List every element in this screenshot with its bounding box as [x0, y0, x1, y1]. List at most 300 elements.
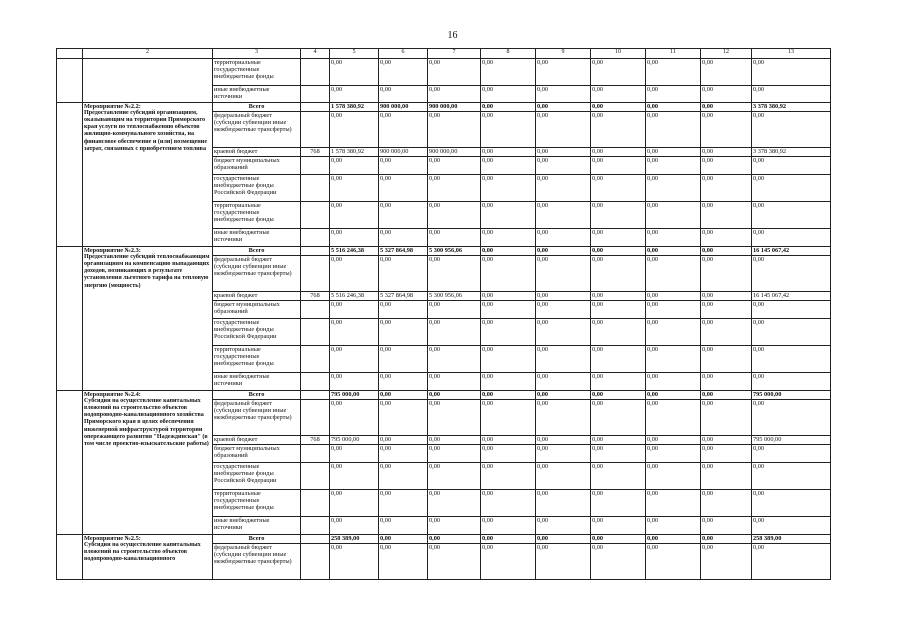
- amount-cell: 0,00: [481, 436, 536, 445]
- row-index-cell: [57, 535, 83, 580]
- admin-code-cell: [301, 400, 330, 436]
- amount-cell: 0,00: [481, 463, 536, 490]
- amount-cell: 0,00: [428, 445, 481, 463]
- measure-cell: [83, 247, 213, 391]
- amount-cell: 0,00: [646, 86, 701, 103]
- amount-cell: 0,00: [646, 490, 701, 517]
- amount-cell: 0,00: [752, 175, 831, 202]
- amount-cell: 0,00: [752, 202, 831, 229]
- amount-cell: 0,00: [591, 157, 646, 175]
- amount-cell: 0,00: [481, 301, 536, 319]
- amount-cell: 0,00: [701, 319, 752, 346]
- amount-cell: 5 300 956,06: [428, 247, 481, 256]
- amount-cell: 0,00: [330, 319, 379, 346]
- amount-cell: 0,00: [330, 301, 379, 319]
- amount-cell: 0,00: [536, 346, 591, 373]
- admin-code-cell: [301, 256, 330, 292]
- amount-cell: 0,00: [591, 391, 646, 400]
- funding-source-cell: Всего: [213, 535, 301, 544]
- amount-cell: 0,00: [330, 463, 379, 490]
- amount-cell: 0,00: [379, 463, 428, 490]
- amount-cell: 0,00: [481, 247, 536, 256]
- amount-cell: 0,00: [701, 202, 752, 229]
- amount-cell: 0,00: [428, 463, 481, 490]
- amount-cell: 0,00: [536, 202, 591, 229]
- funding-source-cell: бюджет муниципальных образований: [213, 157, 301, 175]
- amount-cell: 3 378 380,92: [752, 148, 831, 157]
- row-index-cell: [57, 391, 83, 535]
- amount-cell: 0,00: [379, 112, 428, 148]
- measure-description: Предоставление субсидий теплоснабжающим организациям на компенсацию выпадающих доходов, возникающих в результате установления льготного тарифа на тепловую энергию (мощность): [84, 254, 210, 289]
- amount-cell: 0,00: [379, 373, 428, 391]
- amount-cell: 0,00: [330, 400, 379, 436]
- funding-source-cell: государственные внебюджетные фонды Российской Федерации: [213, 175, 301, 202]
- amount-cell: 0,00: [591, 59, 646, 86]
- amount-cell: 0,00: [701, 445, 752, 463]
- amount-cell: 0,00: [536, 86, 591, 103]
- amount-cell: 0,00: [701, 247, 752, 256]
- amount-cell: 0,00: [752, 59, 831, 86]
- amount-cell: 0,00: [701, 463, 752, 490]
- column-number: 9: [536, 49, 591, 59]
- amount-cell: 0,00: [701, 103, 752, 112]
- amount-cell: 0,00: [536, 301, 591, 319]
- amount-cell: 0,00: [330, 112, 379, 148]
- amount-cell: 0,00: [536, 319, 591, 346]
- amount-cell: 900 000,00: [379, 103, 428, 112]
- admin-code-cell: [301, 229, 330, 247]
- column-number: 5: [330, 49, 379, 59]
- funding-source-cell: территориальные государственные внебюджетные фонды: [213, 346, 301, 373]
- amount-cell: 0,00: [481, 346, 536, 373]
- amount-cell: 0,00: [481, 86, 536, 103]
- amount-cell: 0,00: [536, 445, 591, 463]
- column-number: 4: [301, 49, 330, 59]
- amount-cell: 0,00: [379, 346, 428, 373]
- column-number: 11: [646, 49, 701, 59]
- amount-cell: 0,00: [379, 229, 428, 247]
- amount-cell: 0,00: [752, 112, 831, 148]
- amount-cell: 0,00: [536, 463, 591, 490]
- funding-source-cell: территориальные государственные внебюджетные фонды: [213, 202, 301, 229]
- amount-cell: 0,00: [752, 544, 831, 580]
- column-number: 6: [379, 49, 428, 59]
- amount-cell: 0,00: [379, 301, 428, 319]
- amount-cell: 0,00: [591, 463, 646, 490]
- admin-code-cell: [301, 301, 330, 319]
- page-number: 16: [447, 30, 458, 41]
- amount-cell: 0,00: [481, 175, 536, 202]
- row-index-cell: [57, 103, 83, 247]
- amount-cell: 0,00: [591, 292, 646, 301]
- amount-cell: 0,00: [646, 229, 701, 247]
- amount-cell: 0,00: [646, 436, 701, 445]
- amount-cell: 0,00: [701, 175, 752, 202]
- amount-cell: 0,00: [481, 202, 536, 229]
- amount-cell: 0,00: [428, 535, 481, 544]
- amount-cell: 0,00: [752, 490, 831, 517]
- amount-cell: 795 000,00: [330, 436, 379, 445]
- amount-cell: 0,00: [330, 86, 379, 103]
- amount-cell: 0,00: [536, 157, 591, 175]
- admin-code-cell: [301, 86, 330, 103]
- amount-cell: 0,00: [536, 112, 591, 148]
- amount-cell: 0,00: [481, 292, 536, 301]
- amount-cell: 0,00: [379, 544, 428, 580]
- funding-source-cell: Всего: [213, 247, 301, 256]
- admin-code-cell: [301, 391, 330, 400]
- amount-cell: 0,00: [428, 319, 481, 346]
- amount-cell: 0,00: [330, 373, 379, 391]
- measure-cell: [83, 535, 213, 580]
- amount-cell: 3 378 380,92: [752, 103, 831, 112]
- admin-code-cell: [301, 202, 330, 229]
- amount-cell: 0,00: [591, 229, 646, 247]
- admin-code-cell: [301, 157, 330, 175]
- amount-cell: 0,00: [646, 373, 701, 391]
- admin-code-cell: [301, 490, 330, 517]
- amount-cell: 795 000,00: [752, 391, 831, 400]
- amount-cell: 5 327 864,98: [379, 292, 428, 301]
- amount-cell: 900 000,00: [379, 148, 428, 157]
- funding-source-cell: государственные внебюджетные фонды Российской Федерации: [213, 463, 301, 490]
- amount-cell: 0,00: [536, 535, 591, 544]
- amount-cell: 0,00: [379, 175, 428, 202]
- amount-cell: 0,00: [536, 292, 591, 301]
- amount-cell: 0,00: [330, 544, 379, 580]
- column-number-row: [57, 49, 831, 59]
- amount-cell: 0,00: [481, 400, 536, 436]
- amount-cell: 0,00: [481, 148, 536, 157]
- funding-source-cell: Всего: [213, 391, 301, 400]
- amount-cell: 0,00: [646, 463, 701, 490]
- amount-cell: 0,00: [481, 256, 536, 292]
- total-row: [57, 103, 831, 112]
- measure-title: [84, 59, 211, 66]
- admin-code-cell: [301, 463, 330, 490]
- amount-cell: 900 000,00: [428, 148, 481, 157]
- funding-source-cell: федеральный бюджет (субсидии субвенции иные межбюджетные трансферты): [213, 544, 301, 580]
- amount-cell: 0,00: [536, 256, 591, 292]
- amount-cell: 0,00: [701, 391, 752, 400]
- funding-source-cell: бюджет муниципальных образований: [213, 301, 301, 319]
- amount-cell: 0,00: [428, 490, 481, 517]
- amount-cell: 0,00: [591, 544, 646, 580]
- amount-cell: 0,00: [379, 157, 428, 175]
- amount-cell: 0,00: [536, 175, 591, 202]
- amount-cell: 0,00: [379, 319, 428, 346]
- measure-cell: [83, 391, 213, 535]
- amount-cell: 16 145 067,42: [752, 247, 831, 256]
- amount-cell: 0,00: [646, 391, 701, 400]
- amount-cell: 0,00: [428, 229, 481, 247]
- amount-cell: 0,00: [481, 517, 536, 535]
- amount-cell: 0,00: [330, 256, 379, 292]
- funding-source-cell: территориальные государственные внебюджетные фонды: [213, 490, 301, 517]
- funding-source-cell: иные внебюджетные источники: [213, 229, 301, 247]
- amount-cell: 5 300 956,06: [428, 292, 481, 301]
- amount-cell: 1 578 380,92: [330, 103, 379, 112]
- amount-cell: 0,00: [591, 148, 646, 157]
- amount-cell: 0,00: [330, 517, 379, 535]
- amount-cell: 0,00: [752, 86, 831, 103]
- amount-cell: 0,00: [536, 229, 591, 247]
- amount-cell: 0,00: [379, 202, 428, 229]
- measure-title: Мероприятие №2.3:: [84, 247, 141, 254]
- amount-cell: 0,00: [701, 544, 752, 580]
- amount-cell: 0,00: [536, 391, 591, 400]
- amount-cell: 0,00: [428, 301, 481, 319]
- amount-cell: 0,00: [646, 544, 701, 580]
- amount-cell: 0,00: [701, 490, 752, 517]
- amount-cell: 0,00: [752, 256, 831, 292]
- amount-cell: 0,00: [428, 346, 481, 373]
- amount-cell: 0,00: [752, 229, 831, 247]
- measure-description: Субсидии на осуществление капитальных вложений на строительство объектов водопроводно-канализационного: [84, 542, 201, 563]
- amount-cell: 0,00: [646, 157, 701, 175]
- amount-cell: 5 516 246,38: [330, 292, 379, 301]
- amount-cell: 0,00: [701, 59, 752, 86]
- total-row: [57, 535, 831, 544]
- amount-cell: 0,00: [428, 544, 481, 580]
- amount-cell: 0,00: [481, 59, 536, 86]
- amount-cell: 0,00: [330, 346, 379, 373]
- table-body: [57, 49, 831, 580]
- amount-cell: 0,00: [701, 436, 752, 445]
- funding-source-cell: федеральный бюджет (субсидии субвенции иные межбюджетные трансферты): [213, 400, 301, 436]
- funding-source-cell: государственные внебюджетные фонды Российской Федерации: [213, 319, 301, 346]
- funding-source-cell: иные внебюджетные источники: [213, 373, 301, 391]
- amount-cell: 0,00: [481, 319, 536, 346]
- admin-code-cell: [301, 346, 330, 373]
- amount-cell: 0,00: [330, 59, 379, 86]
- amount-cell: 0,00: [701, 535, 752, 544]
- funding-source-cell: краевой бюджет: [213, 148, 301, 157]
- amount-cell: 0,00: [428, 391, 481, 400]
- amount-cell: 0,00: [752, 445, 831, 463]
- admin-code-cell: 768: [301, 148, 330, 157]
- amount-cell: 5 327 864,98: [379, 247, 428, 256]
- amount-cell: 0,00: [481, 157, 536, 175]
- amount-cell: 0,00: [701, 400, 752, 436]
- funding-source-cell: территориальные государственные внебюджетные фонды: [213, 59, 301, 86]
- amount-cell: 0,00: [591, 400, 646, 436]
- amount-cell: 0,00: [701, 86, 752, 103]
- amount-cell: 0,00: [330, 229, 379, 247]
- amount-cell: 0,00: [752, 463, 831, 490]
- measure-cell: [83, 103, 213, 247]
- amount-cell: 0,00: [428, 256, 481, 292]
- amount-cell: 0,00: [379, 445, 428, 463]
- admin-code-cell: [301, 319, 330, 346]
- amount-cell: 0,00: [330, 490, 379, 517]
- measure-title: Мероприятие №2.2:: [84, 103, 141, 110]
- admin-code-cell: [301, 112, 330, 148]
- amount-cell: 0,00: [536, 400, 591, 436]
- amount-cell: 795 000,00: [752, 436, 831, 445]
- funding-source-cell: иные внебюджетные источники: [213, 86, 301, 103]
- amount-cell: 0,00: [646, 346, 701, 373]
- amount-cell: 0,00: [591, 103, 646, 112]
- amount-cell: 0,00: [701, 256, 752, 292]
- column-number: 10: [591, 49, 646, 59]
- amount-cell: 0,00: [379, 391, 428, 400]
- amount-cell: 0,00: [701, 148, 752, 157]
- admin-code-cell: [301, 517, 330, 535]
- amount-cell: 0,00: [591, 86, 646, 103]
- amount-cell: 0,00: [591, 490, 646, 517]
- amount-cell: 0,00: [752, 517, 831, 535]
- amount-cell: 0,00: [646, 247, 701, 256]
- amount-cell: 0,00: [379, 86, 428, 103]
- amount-cell: 16 145 067,42: [752, 292, 831, 301]
- amount-cell: 0,00: [536, 373, 591, 391]
- amount-cell: 0,00: [330, 445, 379, 463]
- amount-cell: 0,00: [752, 373, 831, 391]
- amount-cell: 0,00: [591, 256, 646, 292]
- amount-cell: 0,00: [428, 157, 481, 175]
- amount-cell: 0,00: [536, 103, 591, 112]
- amount-cell: 0,00: [428, 400, 481, 436]
- amount-cell: 0,00: [591, 301, 646, 319]
- amount-cell: 0,00: [536, 59, 591, 86]
- amount-cell: 0,00: [481, 391, 536, 400]
- amount-cell: 0,00: [536, 490, 591, 517]
- amount-cell: 0,00: [752, 301, 831, 319]
- column-number: 13: [752, 49, 831, 59]
- amount-cell: 0,00: [646, 256, 701, 292]
- amount-cell: 0,00: [701, 292, 752, 301]
- measure-description: Субсидии на осуществление капитальных вложений на строительство объектов водопроводно-канализационного хозяйства Приморского края в целях обеспечения инженерной инфраструктурой территории опережающего развития "Надеждинская" (в том числе проектно-изыскательские работы): [84, 398, 209, 447]
- amount-cell: 0,00: [591, 247, 646, 256]
- amount-cell: 0,00: [330, 202, 379, 229]
- admin-code-cell: 768: [301, 436, 330, 445]
- amount-cell: 0,00: [428, 373, 481, 391]
- amount-cell: 0,00: [428, 202, 481, 229]
- budget-table: [56, 48, 831, 580]
- measure-description: Предоставление субсидий организациям, оказывающим на территории Приморского края услуги по теплоснабжению объектов жилищно-коммунального хозяйства, на финансовое обеспечение и (или) возмещение затрат, связанных с приобретением топлива: [84, 110, 208, 152]
- amount-cell: 0,00: [646, 112, 701, 148]
- amount-cell: 0,00: [481, 112, 536, 148]
- admin-code-cell: [301, 535, 330, 544]
- amount-cell: 0,00: [481, 229, 536, 247]
- amount-cell: 0,00: [701, 112, 752, 148]
- amount-cell: 0,00: [701, 373, 752, 391]
- amount-cell: 0,00: [701, 346, 752, 373]
- amount-cell: 0,00: [752, 400, 831, 436]
- column-number: 8: [481, 49, 536, 59]
- table-row: [57, 59, 831, 86]
- amount-cell: 0,00: [646, 517, 701, 535]
- amount-cell: 0,00: [481, 544, 536, 580]
- amount-cell: 0,00: [646, 59, 701, 86]
- amount-cell: 0,00: [428, 175, 481, 202]
- amount-cell: 0,00: [591, 175, 646, 202]
- funding-source-cell: краевой бюджет: [213, 436, 301, 445]
- admin-code-cell: [301, 247, 330, 256]
- amount-cell: 0,00: [536, 247, 591, 256]
- column-number: 2: [83, 49, 213, 59]
- funding-source-cell: федеральный бюджет (субсидии субвенции иные межбюджетные трансферты): [213, 256, 301, 292]
- amount-cell: 0,00: [428, 59, 481, 86]
- amount-cell: 258 389,00: [752, 535, 831, 544]
- amount-cell: 0,00: [752, 346, 831, 373]
- amount-cell: 0,00: [591, 202, 646, 229]
- amount-cell: 0,00: [536, 148, 591, 157]
- amount-cell: 0,00: [428, 517, 481, 535]
- amount-cell: 0,00: [591, 319, 646, 346]
- amount-cell: 0,00: [379, 535, 428, 544]
- amount-cell: 0,00: [646, 319, 701, 346]
- amount-cell: 0,00: [701, 229, 752, 247]
- row-index-cell: [57, 59, 83, 103]
- column-number: 12: [701, 49, 752, 59]
- funding-source-cell: краевой бюджет: [213, 292, 301, 301]
- amount-cell: 0,00: [379, 59, 428, 86]
- admin-code-cell: [301, 103, 330, 112]
- admin-code-cell: [301, 544, 330, 580]
- amount-cell: 0,00: [591, 517, 646, 535]
- amount-cell: 0,00: [646, 103, 701, 112]
- amount-cell: 0,00: [536, 436, 591, 445]
- funding-source-cell: федеральный бюджет (субсидии субвенции иные межбюджетные трансферты): [213, 112, 301, 148]
- admin-code-cell: [301, 373, 330, 391]
- admin-code-cell: [301, 175, 330, 202]
- amount-cell: 258 389,00: [330, 535, 379, 544]
- amount-cell: 0,00: [536, 544, 591, 580]
- amount-cell: 0,00: [701, 301, 752, 319]
- funding-source-cell: бюджет муниципальных образований: [213, 445, 301, 463]
- amount-cell: 0,00: [591, 373, 646, 391]
- amount-cell: 0,00: [701, 517, 752, 535]
- amount-cell: 0,00: [330, 157, 379, 175]
- amount-cell: 0,00: [591, 346, 646, 373]
- amount-cell: 0,00: [591, 445, 646, 463]
- admin-code-cell: [301, 445, 330, 463]
- amount-cell: 0,00: [646, 535, 701, 544]
- amount-cell: 0,00: [646, 148, 701, 157]
- amount-cell: 0,00: [752, 157, 831, 175]
- admin-code-cell: 768: [301, 292, 330, 301]
- amount-cell: 0,00: [646, 292, 701, 301]
- amount-cell: 0,00: [379, 436, 428, 445]
- column-number: 3: [213, 49, 301, 59]
- amount-cell: 0,00: [481, 445, 536, 463]
- amount-cell: 0,00: [646, 445, 701, 463]
- funding-source-cell: иные внебюджетные источники: [213, 517, 301, 535]
- amount-cell: 0,00: [428, 436, 481, 445]
- admin-code-cell: [301, 59, 330, 86]
- row-index-cell: [57, 247, 83, 391]
- amount-cell: 0,00: [481, 373, 536, 391]
- amount-cell: 0,00: [536, 517, 591, 535]
- amount-cell: 0,00: [428, 86, 481, 103]
- amount-cell: 0,00: [481, 103, 536, 112]
- amount-cell: 0,00: [752, 319, 831, 346]
- measure-title: Мероприятие №2.4:: [84, 391, 141, 398]
- amount-cell: 0,00: [646, 301, 701, 319]
- amount-cell: 0,00: [379, 256, 428, 292]
- amount-cell: 0,00: [646, 400, 701, 436]
- amount-cell: 0,00: [701, 157, 752, 175]
- amount-cell: 0,00: [379, 400, 428, 436]
- amount-cell: 0,00: [591, 436, 646, 445]
- amount-cell: 0,00: [646, 175, 701, 202]
- amount-cell: 0,00: [379, 490, 428, 517]
- column-number: 7: [428, 49, 481, 59]
- amount-cell: 0,00: [591, 112, 646, 148]
- amount-cell: 0,00: [591, 535, 646, 544]
